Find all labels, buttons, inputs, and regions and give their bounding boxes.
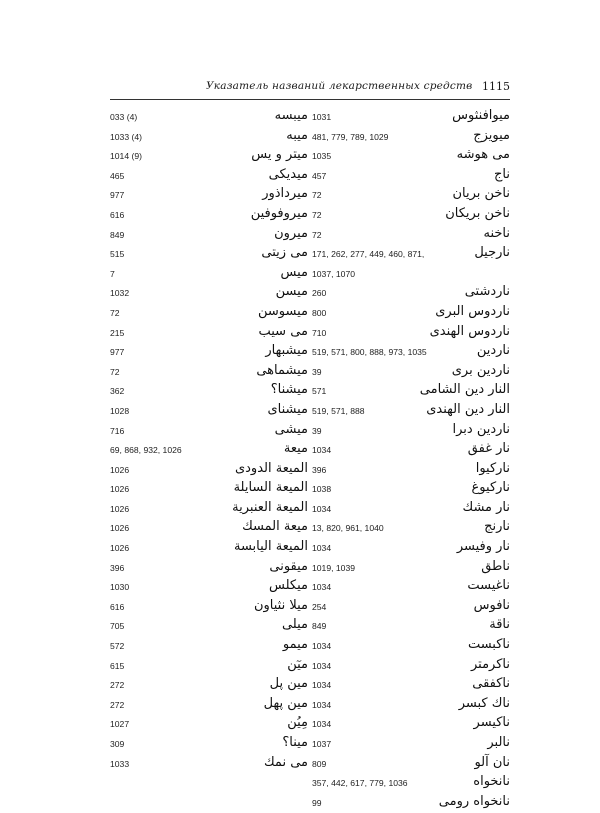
page-references: 171, 262, 277, 449, 460, 871, [312,249,425,260]
index-entry [312,657,510,677]
page-references: 1033 (4) [110,131,143,142]
index-entry [110,422,308,442]
drug-name: ناردین بری [451,362,510,378]
drug-name: نارکیوا [475,460,510,476]
drug-name: میدیکی [268,166,308,182]
index-entry [110,108,308,128]
page-references: 1031 [312,112,332,122]
index-entry [110,186,308,206]
drug-name: نار غفق [467,441,510,457]
drug-name: ناك کبسر [458,695,510,711]
page-references: 72 [312,190,322,201]
index-entry [312,755,510,775]
page-references: 69, 868, 932, 1026 [110,445,182,456]
index-entry [312,735,510,755]
drug-name: میمو [282,637,308,653]
index-entry [110,676,308,696]
page-references: 1028 [110,405,130,416]
index-entry [312,578,510,598]
page-references: 481, 779, 789, 1029 [312,131,389,142]
drug-name: النار دین الهندی [426,401,510,417]
page-references: 705 [110,621,125,632]
index-entry [312,382,510,402]
drug-name: می هوشه [456,147,510,163]
page-references: 849 [312,621,327,632]
page-references: 72 [312,229,322,240]
page-references: 809 [312,758,327,769]
index-entry [312,559,510,579]
page-references: 1026 [110,543,130,554]
index-entry [312,245,510,265]
page-references: 362 [110,386,125,397]
drug-name: میوافنثوس [452,108,510,123]
index-entry [110,304,308,324]
index-entry [110,480,308,500]
page-references: 13, 820, 961, 1040 [312,523,384,534]
index-entry [110,382,308,402]
index-entry [312,480,510,500]
page-references: 800 [312,307,327,318]
drug-name: مینا؟ [282,735,308,750]
page-references: 1037 [312,739,332,749]
drug-name: میلی [281,617,308,633]
index-entry [312,637,510,657]
page-references: 39 [312,425,322,436]
page-references: 515 [110,249,125,260]
index-entry [312,402,510,422]
drug-name: ناکرمتر [471,656,510,672]
drug-name: میعة [283,441,308,457]
drug-name: میشی [274,421,308,437]
page-references: 1019, 1039 [312,562,356,573]
drug-name: مین پل [269,676,308,692]
page-references: 519, 571, 800, 888, 973, 1035 [312,347,427,358]
page-references: 1034 [312,582,332,593]
page-references: 272 [110,699,125,710]
page-references: 457 [312,170,327,181]
page-references: 1030 [110,582,130,593]
drug-name: میٓن [287,656,308,672]
index-entry [312,265,510,285]
index-entry [110,167,308,187]
drug-name: ناغیست [467,578,510,594]
index-entry [312,519,510,539]
index-entry [312,500,510,520]
index-entry [312,284,510,304]
page-references: 309 [110,739,125,749]
index-entry [312,147,510,167]
page-references: 357, 442, 617, 779, 1036 [312,778,408,789]
drug-name: ناطق [481,558,510,574]
drug-name: میتر و یس [251,147,308,163]
page-references: 033 (4) [110,112,138,122]
drug-name: میس [280,264,308,280]
drug-name: میسوسن [258,303,308,319]
drug-name: ناکبست [467,637,510,653]
drug-name: می زیتی [261,245,308,261]
drug-name: میسن [275,284,308,300]
index-entry [312,304,510,324]
index-entry [110,245,308,265]
index-entry [110,500,308,520]
index-entry [110,539,308,559]
drug-name: میرون [274,225,308,241]
index-entry [110,617,308,637]
index-entry [312,343,510,363]
drug-name: میشنای [267,401,308,417]
drug-name: المیعة العنبریة [232,499,308,515]
drug-name: میشنا؟ [270,382,308,398]
page-references: 716 [110,425,125,436]
index-entry [110,637,308,657]
index-entry [110,715,308,735]
drug-name: میلا نثیاون [253,597,308,613]
page-references: 1034 [312,445,332,456]
page-number: 1115 [482,80,510,93]
drug-name: میقونی [269,558,308,574]
drug-name: ناخن بریکان [445,205,510,221]
drug-name: ناخنه [483,225,510,241]
page-references: 39 [312,366,322,377]
index-entry [312,441,510,461]
index-entry [110,598,308,618]
drug-name: المیعة السایلة [233,480,308,496]
page-references: 99 [312,797,322,808]
index-entry [312,128,510,148]
page-references: 1032 [110,288,130,299]
drug-name: ناج [494,166,510,182]
page-references: 72 [110,307,120,318]
drug-name: میکلس [269,578,308,594]
page-references: 1034 [312,660,332,671]
page-references: 977 [110,190,125,201]
index-entry [312,794,510,813]
index-entry [312,206,510,226]
index-entry [312,539,510,559]
drug-name: نار مشك [462,499,510,515]
index-entry [312,696,510,716]
drug-name: ناخن بریان [452,186,510,202]
drug-name: نانخواه [473,774,510,790]
drug-name: النار دین الشامی [419,382,510,398]
drug-name: ناردین دبرا [452,421,510,437]
drug-name: میبسه [274,108,308,123]
index-entry [110,363,308,383]
page-references: 1034 [312,543,332,554]
drug-name: نافوس [473,597,510,613]
page-references: 977 [110,347,125,358]
drug-name: می سیب [258,323,308,339]
index-entry [110,461,308,481]
drug-name: مین پهل [263,695,308,711]
index-entry [110,343,308,363]
index-entry [312,324,510,344]
index-entry [312,167,510,187]
index-entry [312,461,510,481]
drug-name: ناکیسر [473,715,510,731]
index-entry [312,598,510,618]
page-title: Указатель названий лекарственных средств [206,80,473,92]
page-references: 1026 [110,523,130,534]
page-references: 1038 [312,484,332,495]
index-entry [110,226,308,246]
index-entry [110,755,308,775]
page-references: 616 [110,601,125,612]
drug-name: نار وفیسر [456,539,510,555]
drug-name: می نمك [263,754,308,770]
page-references: 1027 [110,719,130,730]
drug-name: ناکفقی [472,676,510,692]
page-references: 260 [312,288,327,299]
index-entry [312,676,510,696]
drug-name: ناقة [489,617,510,633]
index-entry [110,735,308,755]
index-entry [110,696,308,716]
page-references: 72 [110,366,120,377]
index-entry [110,206,308,226]
page-references: 519, 571, 888 [312,405,365,416]
drug-name: نارنج [484,519,510,535]
drug-name: میشماهی [256,362,308,378]
page-references: 1034 [312,641,332,652]
drug-name: نارجیل [474,245,510,261]
page-references: 1034 [312,699,332,710]
index-entry [312,186,510,206]
header-divider [110,99,510,100]
index-entry [110,578,308,598]
page-references: 1034 [312,719,332,730]
page-references: 1034 [312,680,332,691]
page-references: 571 [312,386,327,397]
page-references: 1033 [110,758,130,769]
index-entry [110,441,308,461]
page-references: 1026 [110,464,130,475]
index-entry [110,265,308,285]
page-references: 710 [312,327,327,338]
drug-name: المیعة الدودی [234,460,308,476]
index-entry [110,284,308,304]
drug-name: ناردین [476,343,510,359]
index-column-right [312,108,510,813]
index-entry [312,108,510,128]
index-entry [312,226,510,246]
drug-name: میبه [286,127,308,143]
drug-name: مِیُن [287,715,308,731]
page-references: 465 [110,170,125,181]
page-references: 1034 [312,503,332,514]
drug-name: نانخواه رومی [438,793,510,809]
page-references: 1014 (9) [110,151,143,162]
index-entry [110,147,308,167]
page-references: 1035 [312,151,332,162]
page-references: 396 [312,464,327,475]
drug-name: المیعة الیابسة [233,539,308,555]
drug-name: میعة المسك [242,519,308,535]
drug-name: میرداذور [262,186,308,202]
page-references: 616 [110,209,125,220]
index-entry [110,559,308,579]
page-references: 572 [110,641,125,652]
page-references: 396 [110,562,125,573]
index-entry [110,402,308,422]
drug-name: ناردوس البری [435,303,510,319]
index-entry [110,657,308,677]
drug-name: میروفوفین [250,205,308,221]
page-references: 1026 [110,503,130,514]
index-entry [110,324,308,344]
page-references: 7 [110,268,115,279]
drug-name: نان آلو [474,754,510,770]
index-column-left [110,108,308,774]
index-entry [110,519,308,539]
page-references: 849 [110,229,125,240]
index-entry [110,128,308,148]
drug-name: نالبر [487,735,510,750]
page-references: 615 [110,660,125,671]
page-references: 72 [312,209,322,220]
drug-name: میویزج [473,127,510,143]
page-references: 254 [312,601,327,612]
page-references: 1026 [110,484,130,495]
drug-name: میشبهار [265,343,308,359]
index-entry [312,774,510,794]
index-entry [312,363,510,383]
page-references: 272 [110,680,125,691]
drug-name: ناردوس الهندی [429,323,510,339]
page-references: 215 [110,327,125,338]
drug-name: نارکیوغ [471,480,510,496]
drug-name: ناردشتی [464,284,510,300]
page-header [110,80,510,100]
index-entry [312,715,510,735]
page-references: 1037, 1070 [312,268,356,279]
index-entry [312,617,510,637]
index-entry [312,422,510,442]
